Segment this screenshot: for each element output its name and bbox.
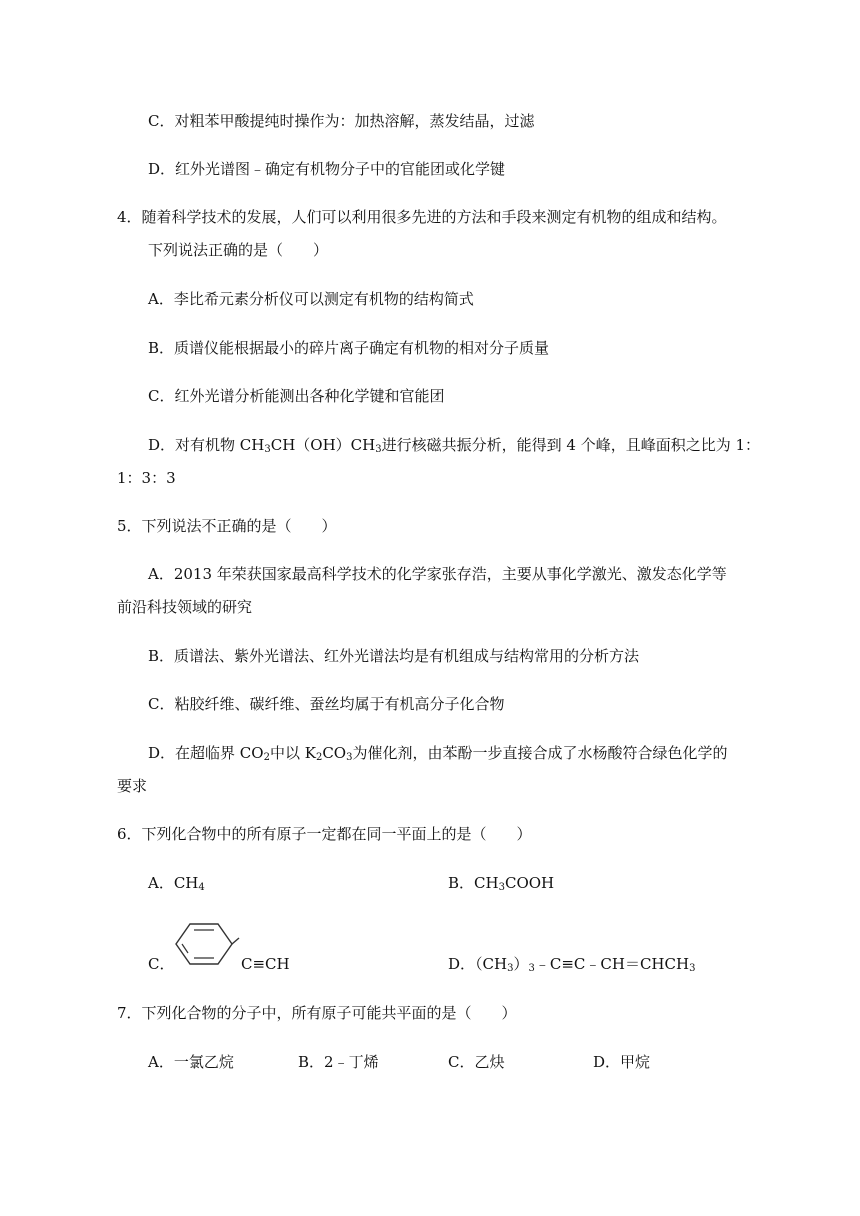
- q6-option-c-text: C≡CH: [241, 955, 290, 973]
- q4-option-c: C．红外光谱分析能测出各种化学键和官能团: [148, 387, 445, 405]
- q7-stem: 7．下列化合物的分子中，所有原子可能共平面的是（ ）: [117, 1004, 517, 1022]
- q7-option-b: B．2﹣丁烯: [298, 1053, 379, 1071]
- q5-option-d: D．在超临界 $CO_2$中以 $K_2CO_3$为催化剂，由苯酚一步直接合成了水杨酸符合绿色化学的: [148, 744, 728, 763]
- q3-option-c: C．对粗苯甲酸提纯时操作为：加热溶解，蒸发结晶，过滤: [148, 112, 535, 130]
- q3-option-d: D．红外光谱图﹣确定有机物分子中的官能团或化学键: [148, 160, 506, 178]
- q4-option-d-cont: 1：3：3: [117, 469, 176, 487]
- q6-option-c-label: C．: [148, 955, 175, 973]
- q7-option-d: D．甲烷: [593, 1053, 651, 1071]
- q6-option-d: D．$(CH_3)_3﹣C\equiv C﹣CH=CHCH_3$: [448, 955, 696, 974]
- q5-option-b: B．质谱法、紫外光谱法、红外光谱法均是有机组成与结构常用的分析方法: [148, 647, 640, 665]
- q5-option-d-cont: 要求: [117, 777, 148, 795]
- q5-option-a-line1: A．2013 年荣获国家最高科学技术的化学家张存浩，主要从事化学激光、激发态化学等: [148, 565, 727, 583]
- q4-stem-line1: 4．随着科学技术的发展，人们可以利用很多先进的方法和手段来测定有机物的组成和结构。: [117, 208, 727, 226]
- q6-option-a: A．$CH_4$: [148, 874, 205, 893]
- q4-stem-line2: 下列说法正确的是（ ）: [148, 241, 329, 259]
- q6-option-b: B．$CH_3COOH$: [448, 874, 555, 893]
- benzene-ring-structure: [174, 920, 240, 970]
- q4-option-d: D．对有机物 $CH_3CH(OH)CH_3$进行核磁共振分析，能得到 4 个峰，且峰面积之比为 1：: [148, 436, 761, 455]
- q5-option-a-line2: 前沿科技领域的研究: [117, 598, 253, 616]
- q7-option-a: A．一氯乙烷: [148, 1053, 234, 1071]
- q5-option-c: C．粘胶纤维、碳纤维、蚕丝均属于有机高分子化合物: [148, 695, 505, 713]
- q4-option-b: B．质谱仪能根据最小的碎片离子确定有机物的相对分子质量: [148, 339, 550, 357]
- q4-option-a: A．李比希元素分析仪可以测定有机物的结构简式: [148, 290, 474, 308]
- q5-stem: 5．下列说法不正确的是（ ）: [117, 517, 337, 535]
- q6-stem: 6．下列化合物中的所有原子一定都在同一平面上的是（ ）: [117, 825, 532, 843]
- q7-option-c: C．乙炔: [448, 1053, 505, 1071]
